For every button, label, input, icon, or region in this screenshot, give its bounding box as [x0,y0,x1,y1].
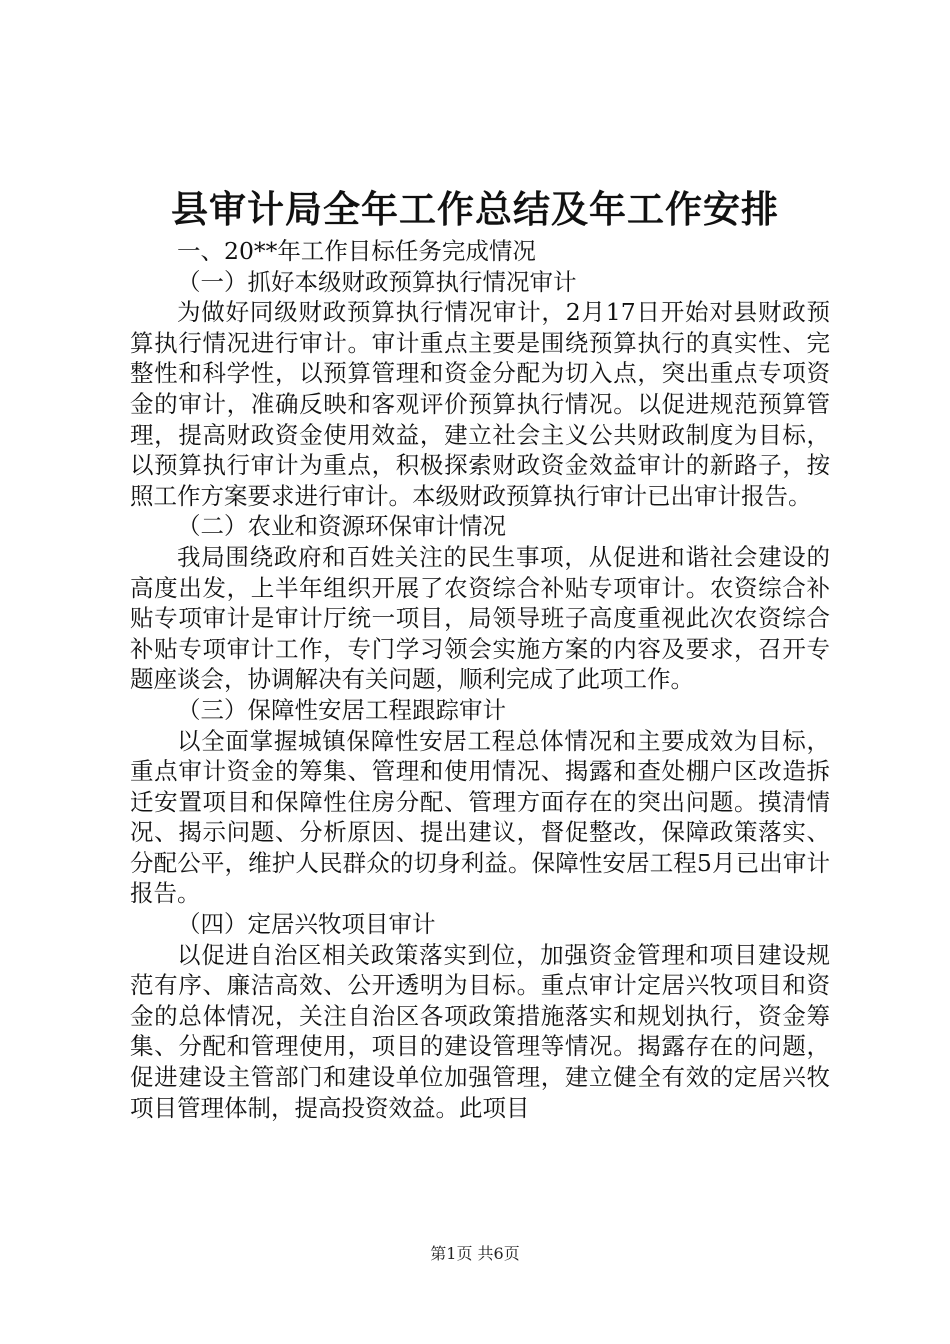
section-heading: 一、20**年工作目标任务完成情况 [177,237,536,265]
paragraph: 以促进自治区相关政策落实到位，加强资金管理和项目建设规范有序、廉洁高效、公开透明为目标。重点审计定居兴牧项目和资金的总体情况，关注自治区各项政策措施落实和规划执行，资金筹集、分配和管理使用，项目的建设管理等情况。揭露存在的问题，促进建设主管部门和建设单位加强管理，建立健全有效的定居兴牧项目管理体制，提高投资效益。此项目 [130,940,830,1122]
paragraph: 我局围绕政府和百姓关注的民生事项，从促进和谐社会建设的高度出发，上半年组织开展了农资综合补贴专项审计。农资综合补贴专项审计是审计厅统一项目，局领导班子高度重视此次农资综合补贴专项审计工作，专门学习领会实施方案的内容及要求，召开专题座谈会，协调解决有关问题，顺利完成了此项工作。 [130,542,830,694]
subsection-heading: （一）抓好本级财政预算执行情况审计 [177,267,577,296]
subsection-heading: （三）保障性安居工程跟踪审计 [177,695,506,724]
document-title: 县审计局全年工作总结及年工作安排 [171,187,779,231]
page-number-footer: 第1页 共6页 [430,1244,520,1263]
paragraph: 以全面掌握城镇保障性安居工程总体情况和主要成效为目标，重点审计资金的筹集、管理和使用情况、揭露和查处棚户区改造拆迁安置项目和保障性住房分配、管理方面存在的突出问题。摸清情况、揭示问题、分析原因、提出建议，督促整改，保障政策落实、分配公平，维护人民群众的切身利益。保障性安居工程5月已出审计报告。 [130,726,830,908]
subsection-heading: （四）定居兴牧项目审计 [177,910,436,939]
paragraph: 为做好同级财政预算执行情况审计，2月17日开始对县财政预算执行情况进行审计。审计重点主要是围绕预算执行的真实性、完整性和科学性，以预算管理和资金分配为切入点，突出重点专项资金的审计，准确反映和客观评价预算执行情况。以促进规范预算管理，提高财政资金使用效益，建立社会主义公共财政制度为目标，以预算执行审计为重点，积极探索财政资金效益审计的新路子，按照工作方案要求进行审计。本级财政预算执行审计已出审计报告。 [130,298,830,510]
document-body [130,236,830,1123]
subsection-heading: （二）农业和资源环保审计情况 [177,512,506,541]
